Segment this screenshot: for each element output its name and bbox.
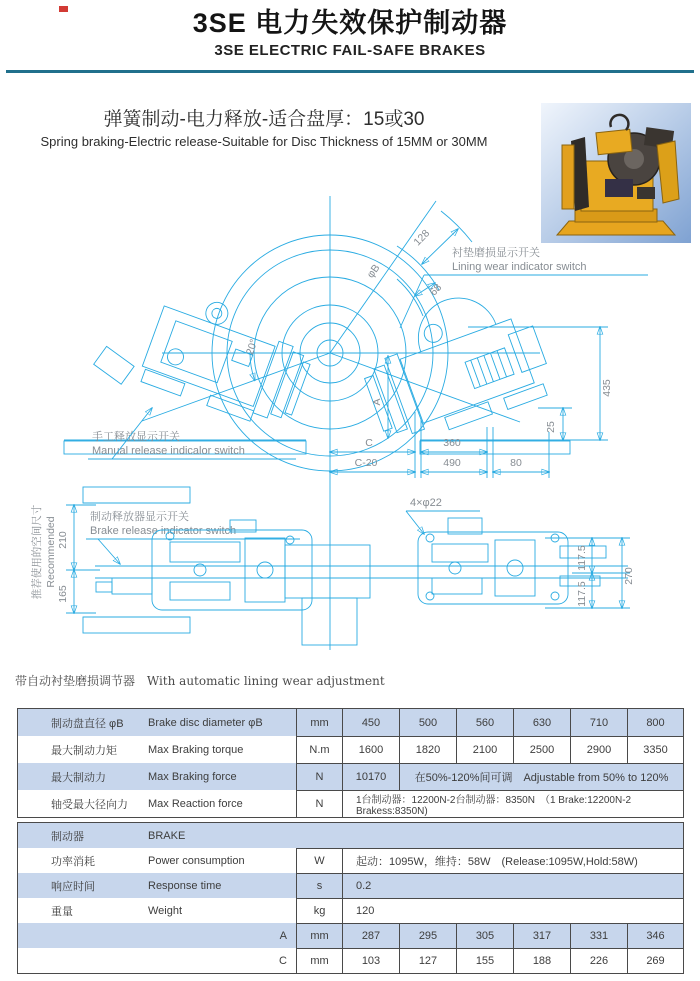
value-cell: 305 (456, 923, 513, 948)
value-cell: 2100 (456, 736, 513, 763)
value-span-cell: 在50%-120%间可调 Adjustable from 50% to 120% (399, 763, 683, 790)
section-cell (18, 823, 683, 848)
value-cell: 346 (627, 923, 683, 948)
label-zh: 响应时间 (51, 880, 95, 893)
table-row (18, 948, 683, 973)
auto-adjust-note (15, 672, 385, 689)
label-en: Weight (148, 904, 183, 917)
recommended-space-dims (30, 487, 190, 633)
value-cell: 450 (342, 709, 399, 736)
dim-117-top: 117.5 (576, 545, 588, 571)
unit-cell: N (296, 763, 342, 790)
label-cell: A (279, 929, 287, 942)
label-en: Power consumption (148, 854, 245, 867)
unit-cell: s (296, 873, 342, 898)
intro-block (0, 107, 528, 151)
note-zh: 带自动衬垫磨损调节器 (15, 674, 136, 688)
section-en: BRAKE (148, 829, 186, 842)
label-en: Max Braking force (148, 770, 237, 783)
unit-cell: N.m (296, 736, 342, 763)
recommended-en: Recommended (45, 516, 57, 588)
value-cell: 1820 (399, 736, 456, 763)
header-divider (6, 70, 694, 73)
intro-line-zh: 弹簧制动-电力释放-适合盘厚：15或30 (103, 109, 425, 130)
label-cell (18, 763, 296, 790)
angle-annotation (142, 338, 520, 422)
value-cell: 103 (342, 948, 399, 973)
spec-table-brake (17, 822, 684, 974)
release-switch-en: Brake release indicator switch (90, 525, 237, 537)
value-cell: 800 (627, 709, 683, 736)
label-cell (18, 736, 296, 763)
value-cell: 3350 (627, 736, 683, 763)
dim-20deg: 20° (243, 337, 261, 357)
value-cell: 560 (456, 709, 513, 736)
value-cell: 500 (399, 709, 456, 736)
table-row (18, 898, 683, 923)
spec-table-dimensions (17, 708, 684, 818)
dim-C20: C-20 (354, 457, 378, 469)
table-row (18, 709, 683, 736)
page-header (0, 6, 700, 62)
value-cell: 127 (399, 948, 456, 973)
dim-210: 210 (57, 531, 69, 549)
label-en: Max Braking torque (148, 743, 244, 756)
value-cell: 295 (399, 923, 456, 948)
table-row (18, 923, 683, 948)
unit-cell: mm (296, 923, 342, 948)
dim-165: 165 (57, 585, 69, 603)
bolt-holes-label (406, 497, 480, 534)
label-cell (18, 709, 296, 736)
unit-cell: mm (296, 948, 342, 973)
label-zh: 制动盘直径 φB (51, 717, 124, 730)
page-title: 3SE 电力失效保护制动器 (192, 8, 508, 38)
dim-360: 360 (443, 437, 461, 449)
manual-switch-en: Manual release indicalor switch (92, 445, 245, 457)
value-cell: 269 (627, 948, 683, 973)
value-cell: 630 (513, 709, 570, 736)
table-row (18, 736, 683, 763)
dim-490: 490 (443, 457, 461, 469)
dim-128: 128 (411, 227, 433, 249)
recommended-zh: 推荐使用的空间尺寸 (31, 504, 43, 600)
value-cell: 2900 (570, 736, 627, 763)
dim-phiB: φB (364, 262, 383, 281)
dim-C: C (365, 437, 373, 449)
value-cell: 331 (570, 923, 627, 948)
dim-270: 270 (623, 567, 635, 585)
unit-cell: W (296, 848, 342, 873)
page-subtitle: 3SE ELECTRIC FAIL-SAFE BRAKES (214, 42, 486, 59)
release-switch-zh: 制动释放器显示开关 (90, 511, 189, 523)
table-row (18, 848, 683, 873)
value-cell: 10170 (342, 763, 399, 790)
manual-switch-zh: 手工释放显示开关 (92, 431, 180, 443)
dim-A: A (371, 398, 383, 406)
table-row (18, 763, 683, 790)
dim-68: 68 (427, 281, 445, 299)
dim-117-bottom: 117.5 (576, 581, 588, 607)
value-cell: 2500 (513, 736, 570, 763)
value-span-cell: 起动：1095W，维持：58W (Release:1095W,Hold:58W) (342, 848, 683, 873)
value-cell: 188 (513, 948, 570, 973)
table-row (18, 790, 683, 817)
unit-cell: mm (296, 709, 342, 736)
section-zh: 制动器 (51, 830, 84, 843)
dim-25: 25 (545, 421, 557, 433)
label-zh: 重量 (51, 905, 73, 918)
label-zh: 轴受最大径向力 (51, 798, 128, 811)
dim-435: 435 (601, 379, 613, 397)
label-cell: C (279, 954, 287, 967)
brake-release-switch-label (86, 509, 300, 564)
label-cell (18, 898, 296, 923)
dim-holes: 4×φ22 (410, 497, 442, 509)
table-section-row (18, 823, 683, 848)
value-cell: 226 (570, 948, 627, 973)
dim-80: 80 (510, 457, 522, 469)
value-span-cell: 1台制动器：12200N-2台制动器：8350N （1 Brake:12200N-2 Brakess:8350N) (342, 790, 683, 817)
value-span-cell: 0.2 (342, 873, 683, 898)
lining-switch-en: Lining wear indicator switch (452, 261, 587, 273)
table-row (18, 873, 683, 898)
note-en: With automatic lining wear adjustment (146, 674, 385, 688)
label-zh: 最大制动力 (51, 771, 106, 784)
label-cell (18, 848, 296, 873)
radial-dimensions (330, 201, 472, 353)
label-cell (18, 790, 296, 817)
technical-drawing (0, 180, 700, 658)
value-cell: 155 (456, 948, 513, 973)
value-cell: 287 (342, 923, 399, 948)
value-cell: 710 (570, 709, 627, 736)
intro-line-en: Spring braking-Electric release-Suitable for Disc Thickness of 15MM or 30MM (40, 134, 488, 149)
right-brake-assembly (349, 275, 557, 452)
label-zh: 功率消耗 (51, 855, 95, 868)
unit-cell: N (296, 790, 342, 817)
left-brake-assembly (90, 269, 319, 442)
label-cell (18, 873, 296, 898)
label-en: Max Reaction force (148, 797, 243, 810)
value-span-cell: 120 (342, 898, 683, 923)
value-cell: 317 (513, 923, 570, 948)
unit-cell: kg (296, 898, 342, 923)
label-en: Response time (148, 879, 222, 892)
lining-switch-zh: 衬垫磨损显示开关 (452, 247, 540, 259)
label-en: Brake disc diameter φB (148, 716, 263, 729)
shaft-and-center-block (95, 545, 628, 645)
label-zh: 最大制动力矩 (51, 744, 117, 757)
value-cell: 1600 (342, 736, 399, 763)
